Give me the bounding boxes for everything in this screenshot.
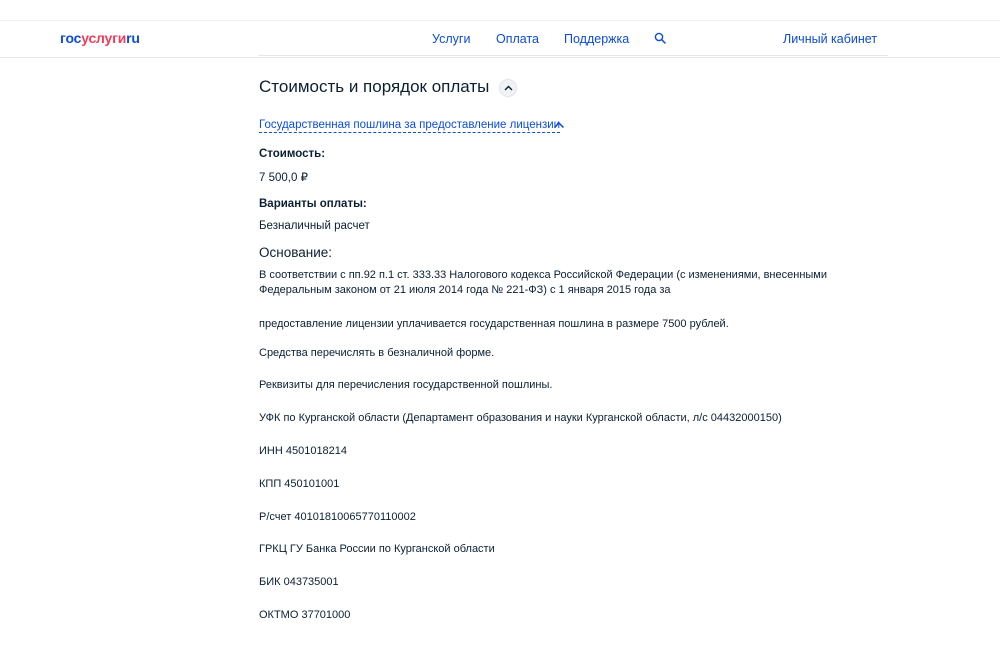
basis-paragraph: Средства перечислять в безналичной форме.	[259, 347, 495, 359]
search-icon[interactable]	[654, 32, 666, 44]
nav-support[interactable]: Поддержка	[564, 32, 630, 46]
gosuslugi-logo[interactable]	[60, 30, 140, 46]
basis-paragraph: Реквизиты для перечисления государственной пошлины.	[259, 379, 553, 391]
site-header	[0, 20, 1000, 58]
logo-part-ru: ru	[126, 30, 140, 46]
nav-personal-cabinet[interactable]: Личный кабинет	[783, 32, 878, 46]
fee-accordion-link[interactable]: Государственная пошлина за предоставление лицензии	[259, 119, 561, 131]
basis-paragraph: БИК 043735001	[259, 576, 339, 588]
section-title: Стоимость и порядок оплаты	[259, 77, 490, 96]
basis-paragraph: ИНН 4501018214	[259, 445, 348, 457]
top-strip	[0, 0, 1000, 20]
logo-part-gos: гос	[60, 30, 82, 46]
chevron-up-icon	[504, 85, 513, 91]
chevron-up-icon[interactable]	[553, 121, 565, 129]
basis-paragraph: УФК по Курганской области (Департамент образования и науки Курганской области, л/с 04432000150)	[259, 412, 782, 424]
cost-value: 7 500,0 ₽	[259, 172, 308, 184]
basis-paragraph: ГРКЦ ГУ Банка России по Курганской области	[259, 543, 495, 555]
basis-paragraph: КПП 450101001	[259, 478, 340, 490]
nav-services[interactable]: Услуги	[432, 32, 471, 46]
basis-paragraph: В соответствии с пп.92 п.1 ст. 333.33 Налогового кодекса Российской Федерации (с изменениями, внесенными Федеральным законом от 21 июля 2014 года № 221-ФЗ) с 1 января 2015 года за	[259, 269, 828, 296]
nav-payment[interactable]: Оплата	[496, 32, 539, 46]
cost-label: Стоимость:	[259, 148, 326, 160]
basis-title: Основание:	[259, 245, 332, 260]
basis-paragraph: Р/счет 40101810065770110002	[259, 511, 416, 523]
divider	[258, 55, 888, 56]
payment-options-value: Безналичный расчет	[259, 220, 370, 232]
payment-options-label: Варианты оплаты:	[259, 198, 367, 210]
basis-paragraph: ОКТМО 37701000	[259, 609, 351, 621]
logo-part-uslugi: услуги	[81, 30, 127, 46]
basis-paragraph: предоставление лицензии уплачивается государственная пошлина в размере 7500 рублей.	[259, 318, 729, 330]
collapse-section-button[interactable]	[499, 79, 517, 97]
